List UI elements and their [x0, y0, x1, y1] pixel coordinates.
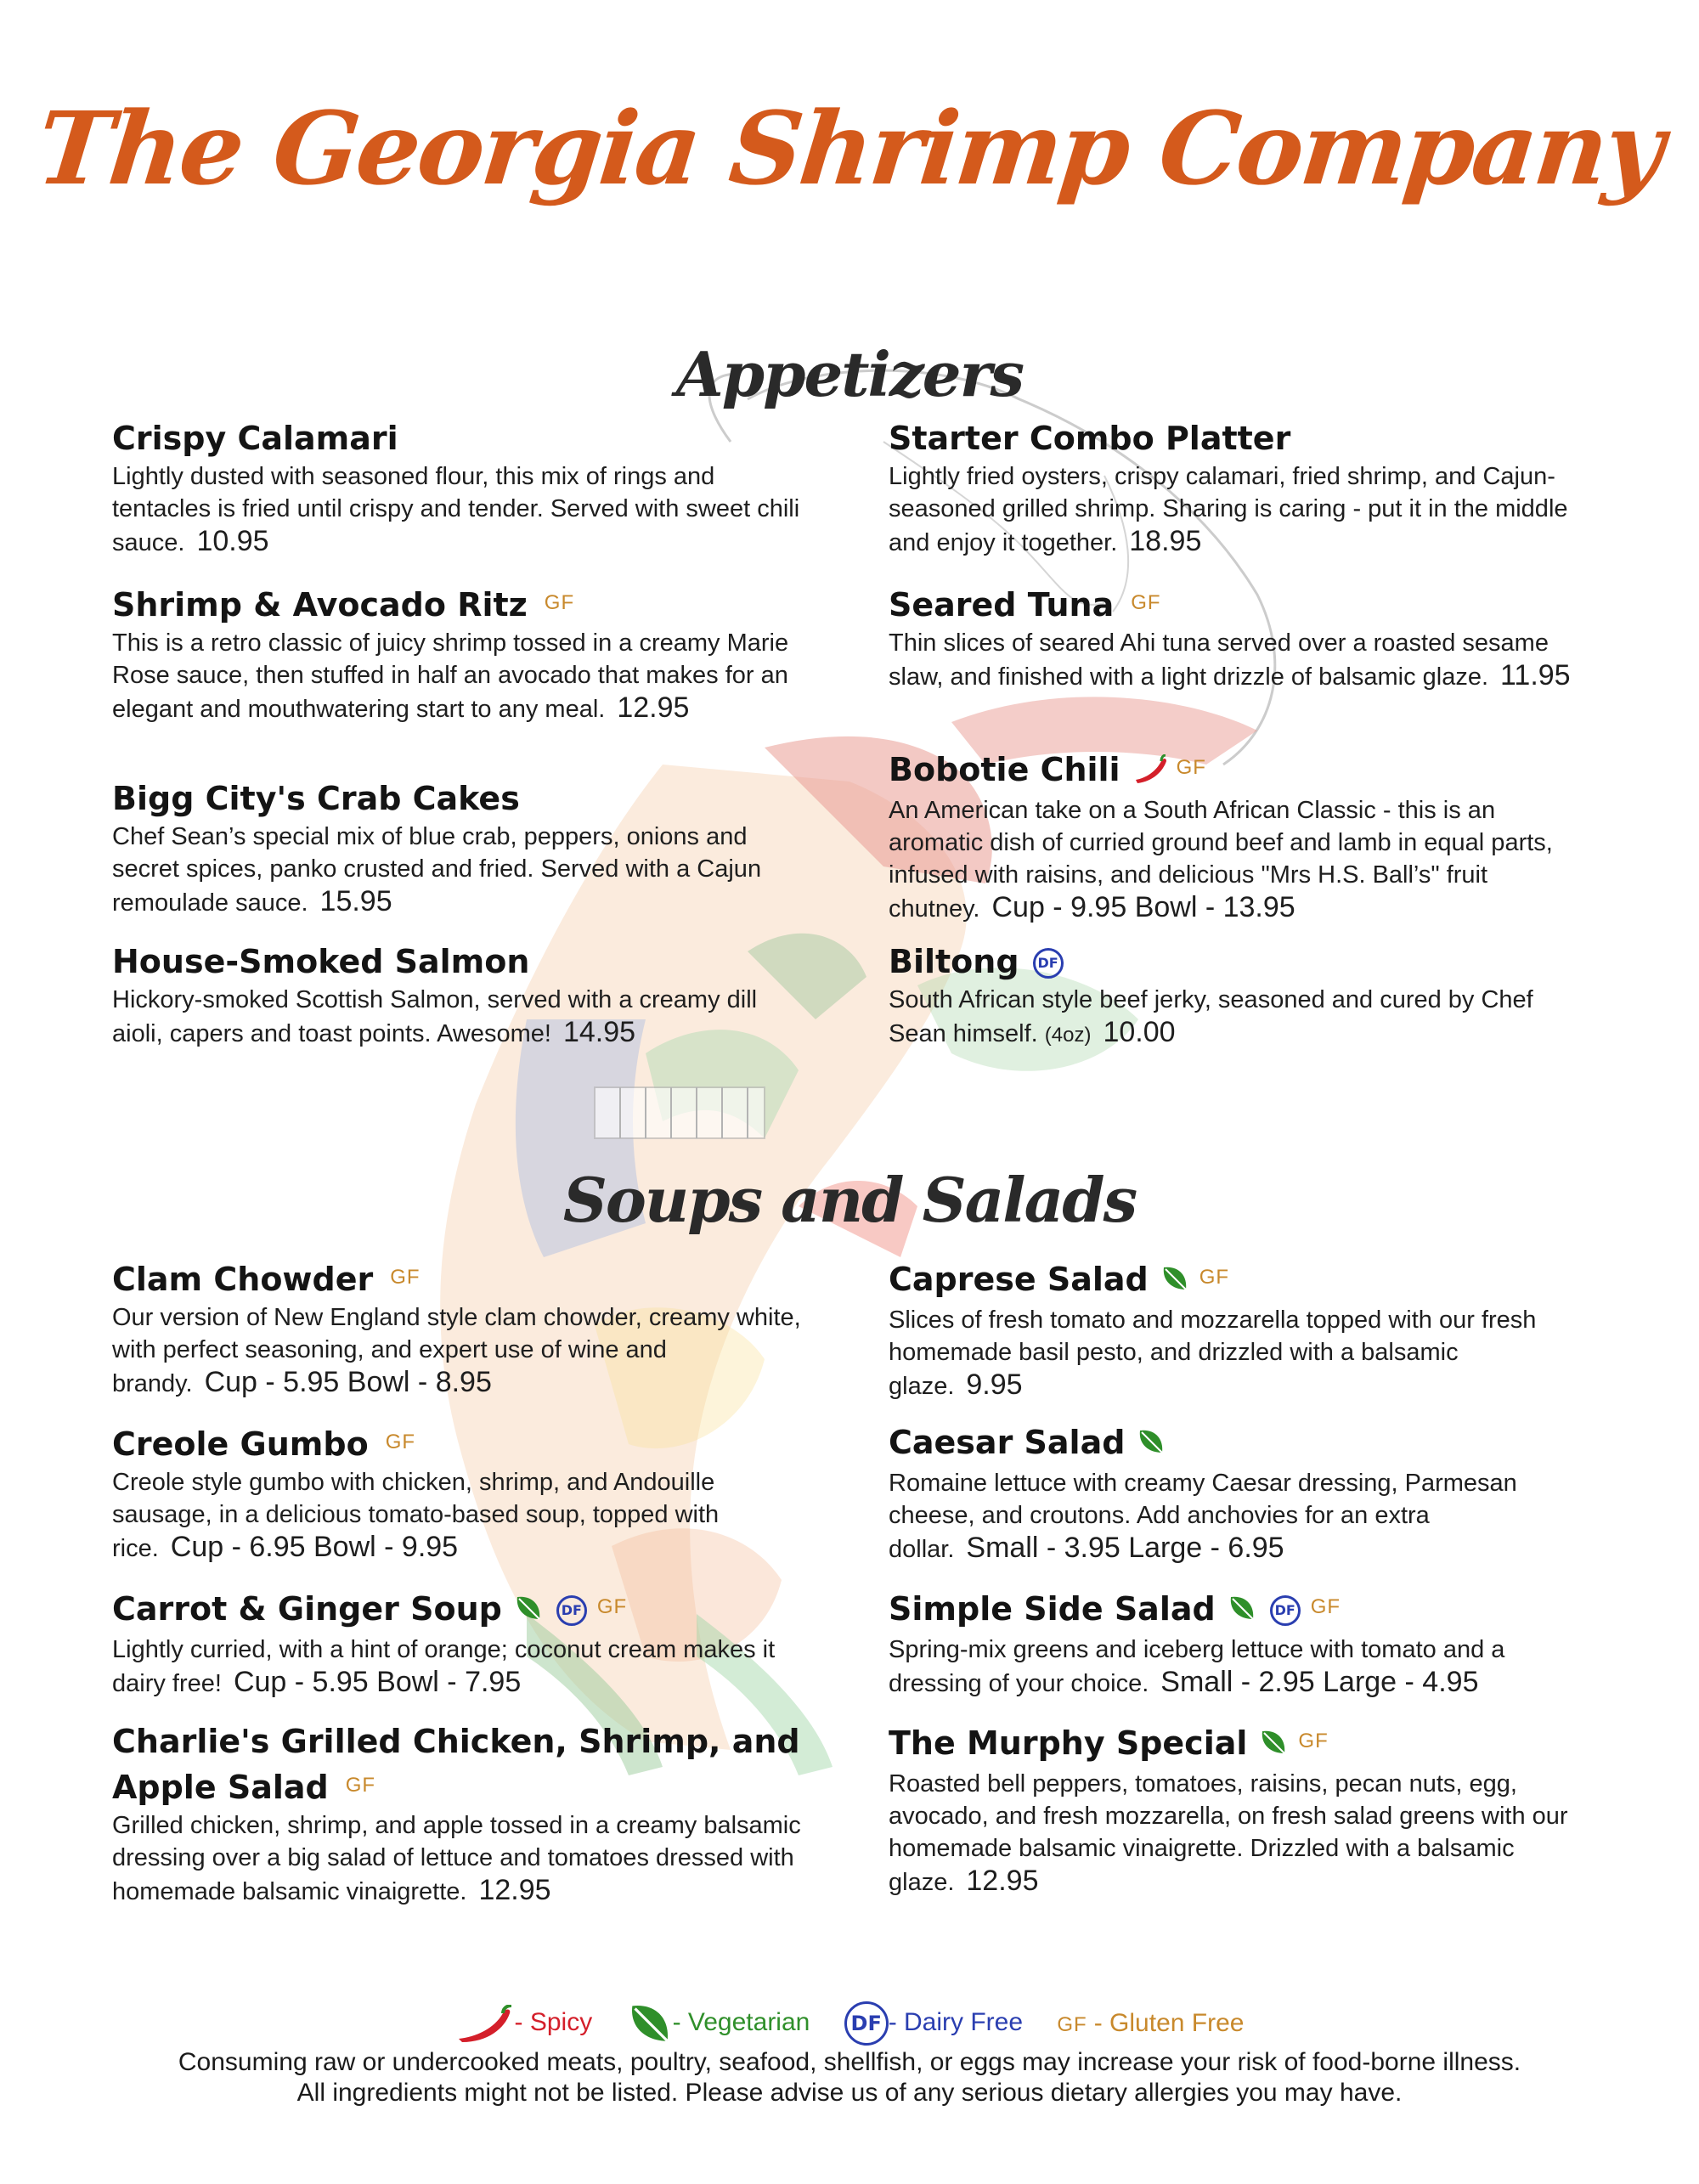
chili-pepper-icon: [455, 2005, 515, 2042]
menu-item: [889, 1420, 1594, 1566]
item-name: Starter Combo Platter: [889, 420, 1291, 457]
item-price: Cup - 5.95 Bowl - 8.95: [204, 1366, 492, 1398]
menu-item: [889, 1256, 1594, 1402]
dairy-free-badge: DF: [844, 2001, 889, 2046]
item-name: Crispy Calamari: [112, 420, 398, 457]
item-description: Our version of New England style clam chowder, creamy white, with perfect seasoning, and expert use of wine and brandy. Cup - 5.95 Bowl - 8.95: [112, 1304, 801, 1398]
item-price: 14.95: [562, 1016, 636, 1048]
item-name: Biltong DF: [889, 940, 1594, 984]
gluten-free-badge: GF: [345, 1774, 376, 1797]
item-description: Lightly dusted with seasoned flour, this mix of rings and tentacles is fried until crispy and tender. Served with sweet chili sauce. 10.95: [112, 463, 800, 557]
disclaimer-line: Consuming raw or undercooked meats, poultry, seafood, shellfish, or eggs may increase your risk of food-borne illness.: [178, 2048, 1521, 2076]
item-name: Caesar Salad: [889, 1420, 1594, 1467]
gluten-free-badge: GF: [1176, 756, 1206, 779]
item-name: Bobotie Chili GF: [889, 746, 1594, 794]
gluten-free-badge: GF: [544, 591, 575, 614]
menu-item: [112, 1420, 809, 1565]
health-disclaimer: [0, 2047, 1699, 2108]
item-description: Hickory-smoked Scottish Salmon, served with a creamy dill aioli, capers and toast points. Awesome! 14.95: [112, 986, 758, 1048]
gluten-free-badge: GF: [1057, 2013, 1087, 2036]
item-price: Cup - 9.95 Bowl - 13.95: [991, 890, 1295, 923]
menu-item: [112, 1585, 809, 1700]
item-price: Cup - 6.95 Bowl - 9.95: [170, 1531, 459, 1563]
legend-spicy: - Spicy: [455, 2005, 593, 2042]
item-name: Carrot & Ginger Soup DF GF: [112, 1585, 809, 1634]
item-price: 12.95: [617, 691, 690, 724]
menu-item: [889, 1585, 1594, 1700]
item-description: Spring-mix greens and iceberg lettuce with tomato and a dressing of your choice. Small - 2.95 Large - 4.95: [889, 1635, 1505, 1698]
item-name: The Murphy Special GF: [889, 1719, 1594, 1768]
item-price: 12.95: [966, 1864, 1039, 1897]
gluten-free-badge: GF: [596, 1595, 628, 1618]
leaf-icon: [1137, 1423, 1166, 1467]
dairy-free-badge: DF: [1033, 948, 1064, 979]
item-description: South African style beef jerky, seasoned and cured by Chef Sean himself. (4oz) 10.00: [889, 986, 1533, 1048]
item-price: Small - 3.95 Large - 6.95: [966, 1531, 1284, 1564]
item-price: 18.95: [1129, 525, 1202, 557]
item-name: House-Smoked Salmon: [112, 943, 530, 980]
legend-gluten-free: GF - Gluten Free: [1057, 2009, 1245, 2037]
menu-item: [112, 1719, 809, 1908]
menu-item: [112, 776, 809, 919]
leaf-icon: [1259, 1724, 1288, 1768]
menu-item: [889, 581, 1594, 693]
legend-dairy-free: DF - Dairy Free: [844, 2001, 1023, 2046]
gluten-free-badge: GF: [390, 1266, 421, 1289]
item-description: Lightly fried oysters, crispy calamari, fried shrimp, and Cajun-seasoned grilled shrimp. Sharing is caring - put it in the middle and enjoy it together. 18.95: [889, 463, 1568, 557]
menu-item: [112, 940, 809, 1050]
item-price: 12.95: [478, 1874, 551, 1906]
item-price: 10.00: [1103, 1016, 1176, 1048]
item-description: Romaine lettuce with creamy Caesar dressing, Parmesan cheese, and croutons. Add anchovies for an extra dollar. Small - 3.95 Large - 6.95: [889, 1469, 1517, 1564]
menu-item: [112, 581, 809, 725]
item-price: Small - 2.95 Large - 4.95: [1160, 1665, 1479, 1698]
gluten-free-badge: GF: [1298, 1730, 1329, 1752]
item-description: Creole style gumbo with chicken, shrimp, and Andouille sausage, in a delicious tomato-based soup, topped with rice. Cup - 6.95 Bowl - 9.95: [112, 1469, 720, 1563]
disclaimer-line: All ingredients might not be listed. Please advise us of any serious dietary allergies you may have.: [296, 2079, 1403, 2107]
item-description: Chef Sean’s special mix of blue crab, peppers, onions and secret spices, panko crusted and fried. Served with a Cajun remoulade sauce. 15.95: [112, 823, 762, 917]
leaf-icon: [627, 2001, 673, 2046]
item-description: This is a retro classic of juicy shrimp tossed in a creamy Marie Rose sauce, then stuffed in half an avocado that makes for an elegant and mouthwatering start to any meal. 12.95: [112, 629, 789, 724]
soups-salads-heading: Soups and Salads: [562, 1164, 1137, 1236]
legend-vegetarian: - Vegetarian: [627, 2001, 810, 2046]
restaurant-title: The Georgia Shrimp Company: [31, 89, 1668, 207]
gluten-free-badge: GF: [1131, 591, 1161, 614]
item-name: Simple Side Salad DF GF: [889, 1585, 1594, 1634]
item-price: 9.95: [966, 1368, 1023, 1401]
item-description: Slices of fresh tomato and mozzarella topped with our fresh homemade basil pesto, and drizzled with a balsamic glaze. 9.95: [889, 1306, 1537, 1401]
item-name: Shrimp & Avocado Ritz GF: [112, 581, 809, 627]
menu-item: [889, 940, 1594, 1052]
menu-item: [889, 416, 1594, 559]
gluten-free-badge: GF: [1199, 1266, 1230, 1289]
chili-pepper-icon: [1132, 750, 1168, 794]
portion-note: (4oz): [1044, 1024, 1092, 1047]
dietary-legend: [0, 2001, 1699, 2046]
item-description: Grilled chicken, shrimp, and apple tossed in a creamy balsamic dressing over a big salad of lettuce and tomatoes dressed with homemade balsamic vinaigrette. 12.95: [112, 1812, 801, 1906]
menu-item: [889, 1719, 1594, 1899]
item-name: Charlie's Grilled Chicken, Shrimp, and Apple Salad GF: [112, 1723, 800, 1806]
item-name: Caprese Salad GF: [889, 1256, 1594, 1304]
item-description: Thin slices of seared Ahi tuna served over a roasted sesame slaw, and finished with a light drizzle of balsamic glaze. 11.95: [889, 629, 1571, 691]
leaf-icon: [1160, 1260, 1189, 1304]
item-name: Seared Tuna GF: [889, 581, 1594, 627]
item-price: 15.95: [319, 885, 392, 917]
item-price: Cup - 5.95 Bowl - 7.95: [233, 1665, 522, 1698]
item-price: 11.95: [1500, 659, 1571, 691]
gluten-free-badge: GF: [385, 1431, 416, 1453]
gluten-free-badge: GF: [1310, 1595, 1341, 1618]
menu-item: [889, 746, 1594, 925]
item-name: Creole Gumbo GF: [112, 1420, 809, 1466]
menu-item: [112, 416, 809, 559]
dairy-free-badge: DF: [556, 1595, 587, 1626]
dairy-free-badge: DF: [1270, 1595, 1301, 1626]
leaf-icon: [1228, 1589, 1256, 1634]
item-description: An American take on a South African Classic - this is an aromatic dish of curried ground beef and lamb in equal parts, infused with raisins, and delicious "Mrs H.S. Ball’s" fruit chutney. Cup - 9.95 Bowl - 13.95: [889, 796, 1553, 923]
item-description: Roasted bell peppers, tomatoes, raisins, pecan nuts, egg, avocado, and fresh mozzarella, on fresh salad greens with our homemade balsamic vinaigrette. Drizzled with a balsamic glaze. 12.95: [889, 1769, 1568, 1897]
leaf-icon: [514, 1589, 543, 1634]
menu-item: [112, 1256, 809, 1400]
appetizers-heading: Appetizers: [675, 338, 1024, 410]
item-name: Clam Chowder GF: [112, 1256, 809, 1301]
item-description: Lightly curried, with a hint of orange; coconut cream makes it dairy free! Cup - 5.95 Bowl - 7.95: [112, 1635, 776, 1698]
item-price: 10.95: [196, 525, 269, 557]
item-name: Bigg City's Crab Cakes: [112, 780, 520, 817]
